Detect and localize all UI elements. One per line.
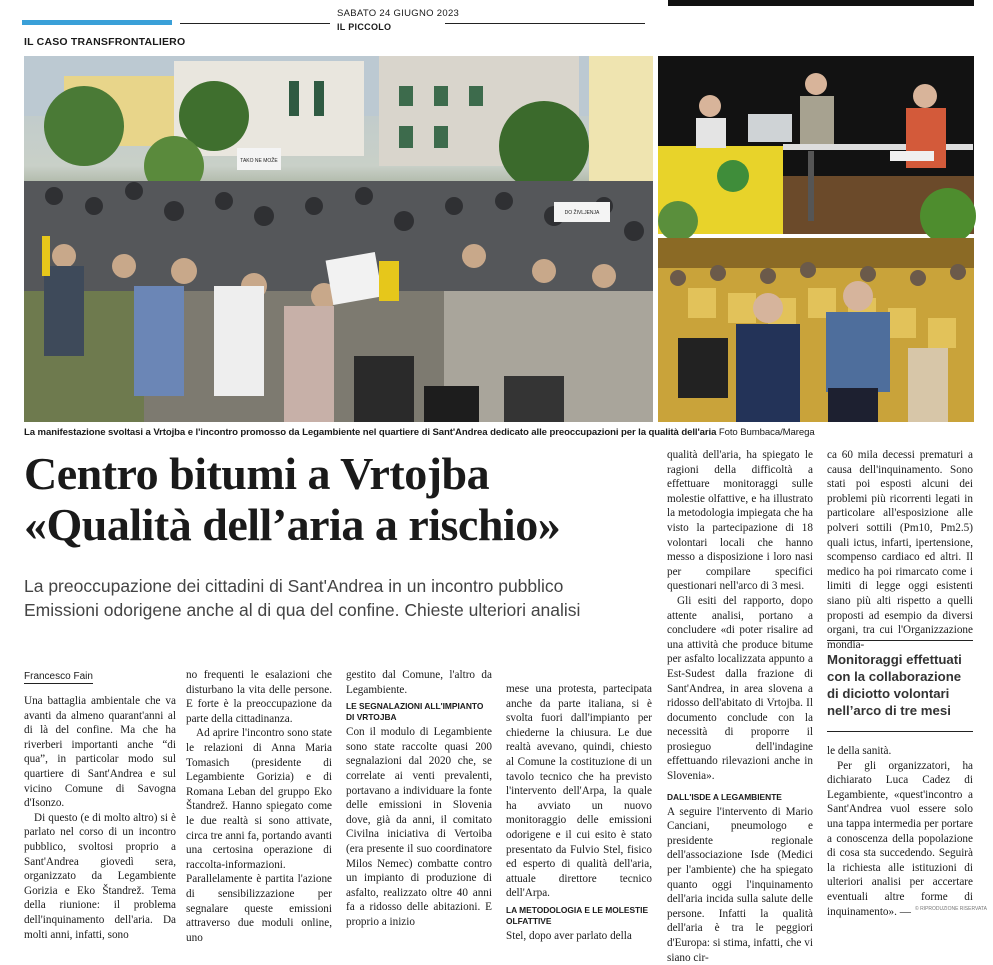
paragraph: ca 60 mila decessi prematuri a causa dell'inquinamento. Sono stati poi esposti alcuni dei problemi più ricorrenti legati in particolare all'esposizione alle polveri sottili (Pm10, Pm2.5) quali ictus, infarti, ipertensione, scompenso cardiaco ed altri. Il medico ha poi rimarcato come i limiti di legge oggi esistenti siano più alti rispetto a quelli proposti ad esempio da diversi organi, tra cui l'Organizzazione mondia- (827, 449, 973, 651)
header-rule (445, 23, 645, 24)
subsection-heading: LE SEGNALAZIONI ALL'IMPIANTO DI VRTOJBA (346, 701, 484, 723)
copyright-notice: © RIPRODUZIONE RISERVATA (915, 906, 987, 912)
paragraph: no frequenti le esalazioni che disturbano la vita delle persone. E forte è la preoccupazione da parte della cittadinanza. (186, 669, 332, 725)
protest-sign: DO ŽIVLJENJA (564, 210, 600, 216)
subsection-heading: DALL'ISDE A LEGAMBIENTE (667, 791, 782, 802)
issue-date: SABATO 24 GIUGNO 2023 (337, 8, 460, 19)
photo-audience (658, 238, 974, 422)
paragraph: Per gli organizzatori, ha dichiarato Luca Cadez di Legambiente, «quest'incontro a Sant'Andrea vuol essere solo una tappa intermedia per portare a conoscenza della popolazione di cosa sta succedendo. Seguirà la richiesta alle istituzioni di ulteriori analisi per accertare eventuali altre forme di inquinamento». — (827, 759, 973, 918)
article-column-1 (24, 694, 176, 941)
photo-conference-panel (658, 56, 974, 234)
photo-protest-crowd (24, 56, 653, 422)
subheadline (24, 574, 644, 622)
headline-line: Centro bitumi a Vrtojba (24, 448, 490, 499)
paragraph: Con il modulo di Legambiente sono state raccolte quasi 200 segnalazioni dal 2020 che, se correlate ai venti prevalenti, portavano a individuare la fonte delle emissioni in Slovenia dove, già da anni, il comitato Civilna iniciativa di Vertoiba (era presente il suo coordinatore Milos Nemec) combatte contro un impianto di produzione di asfalto, realizzato oltre 40 anni fa a ridosso delle abitazioni. E proprio a inizio (346, 726, 492, 928)
paragraph: A seguire l'intervento di Mario Canciani, pneumologo e presidente regionale dell'associazione Isde (Medici per l'ambiente) che ha spiegato quanto oggi l'inquinamento dell'aria incida sulla salute delle persone. Infatti la qualità dell'aria è tra le peggiori d'Europa: si stima, infatti, che vi siano cir- (667, 805, 813, 964)
section-color-bar (22, 20, 172, 25)
article-column-4 (506, 682, 652, 942)
subsection-heading: LA METODOLOGIA E LE MOLESTIE OLFATTIVE (506, 904, 649, 926)
paragraph: Ad aprire l'incontro sono state le relazioni di Anna Maria Tomasich (presidente di Legambiente Gorizia) e di Romana Leban del gruppo Eko Štandrež. Hanno spiegato come le due realtà si sono attivate, circa tre anni fa, portando avanti una certosina operazione di raccolta-informazioni. Parallelamente è partita l'azione di sensibilizzazione per segnalare queste emissioni attraverso due moduli online, uno (186, 727, 332, 944)
paragraph: Gli esiti del rapporto, dopo attente analisi, portano a concludere «di poter risalire ad una attività che produce bitume per asfalto localizzata appunto a Est-Sudest dalla frazione di Sant'Andrea, in area slovena a ridosso dell'abitato di Vrtojba. Il documento conclude con la necessità di proporre il prosieguo dell'indagine effettuando rilevazioni anche in Slovenia». (667, 594, 813, 783)
paragraph: Stel, dopo aver parlato della (506, 929, 632, 942)
protest-sign: TAKO NE MOŽE (240, 158, 278, 164)
article-column-3 (346, 668, 492, 928)
paper-name: IL PICCOLO (337, 22, 392, 32)
photo-caption (24, 427, 815, 438)
paragraph: mese una protesta, partecipata anche da parte italiana, si è svolta fuori dall'impianto per chiederne la chiusura. Le due realtà avevano, quindi, chiesto al Comune la costituzione di un tavolo tecnico che ha previsto l'intervento dell'Arpa, la quale ha avviato un nuovo monitoraggio delle emissioni odorigene e il cui esito è stato presentato da Fulvio Stel, fisico ed esperto di qualità dell'aria, attuale direttore tecnico dell'Arpa. (506, 683, 652, 900)
headline-line: «Qualità dell’aria a rischio» (24, 499, 561, 550)
caption-text: La manifestazione svoltasi a Vrtojba e l'incontro promosso da Legambiente nel quartiere di Sant'Andrea dedicato alle preoccupazioni per la qualità dell'aria (24, 427, 719, 438)
paragraph: qualità dell'aria, ha spiegato le ragioni della difficoltà a effettuare monitoraggi sulle molestie olfattive, e ha illustrato la metodologia impiegata che ha visto la partecipazione di 18 volontari locali che hanno messo a disposizione i loro nasi per compilare specifici questionari nell'arco di 3 mesi. (667, 449, 813, 593)
section-label: IL CASO TRANSFRONTALIERO (24, 36, 186, 48)
paragraph: le della sanità. (827, 745, 892, 757)
article-column-7 (827, 744, 973, 920)
photo-credit: Foto Bumbaca/Marega (718, 427, 815, 438)
headline (24, 448, 560, 550)
pull-quote: Monitoraggi effettuati con la collaborazione di diciotto volontari nell’arco di tre mesi (827, 640, 973, 732)
header-rule (180, 23, 330, 24)
subheadline-line: Emissioni odorigene anche al di qua del confine. Chieste ulteriori analisi (24, 600, 581, 620)
article-column-2 (186, 668, 332, 944)
paragraph: Una battaglia ambientale che va avanti da almeno quarant'anni al di là del confine. Ma che ha riverberi importanti anche “di qua”, in particolar modo sul quartiere di Sant'Andrea e sul vicino Comune di Savogna d'Isonzo. (24, 695, 176, 810)
subheadline-line: La preoccupazione dei cittadini di Sant'Andrea in un incontro pubblico (24, 576, 564, 596)
header-black-bar (668, 0, 974, 6)
byline: Francesco Fain (24, 671, 93, 682)
article-column-5 (667, 448, 813, 964)
article-column-6 (827, 448, 973, 651)
paragraph: gestito dal Comune, l'altro da Legambiente. (346, 669, 492, 696)
paragraph: Di questo (e di molto altro) si è parlato nel corso di un incontro pubblico, svoltosi proprio a Sant'Andrea giovedì sera, organizzato da Legambiente Gorizia e Eko Štandrež. Tema della riunione: il problema dell'inquinamento dell'aria. Da molti anni, infatti, sono (24, 811, 176, 941)
